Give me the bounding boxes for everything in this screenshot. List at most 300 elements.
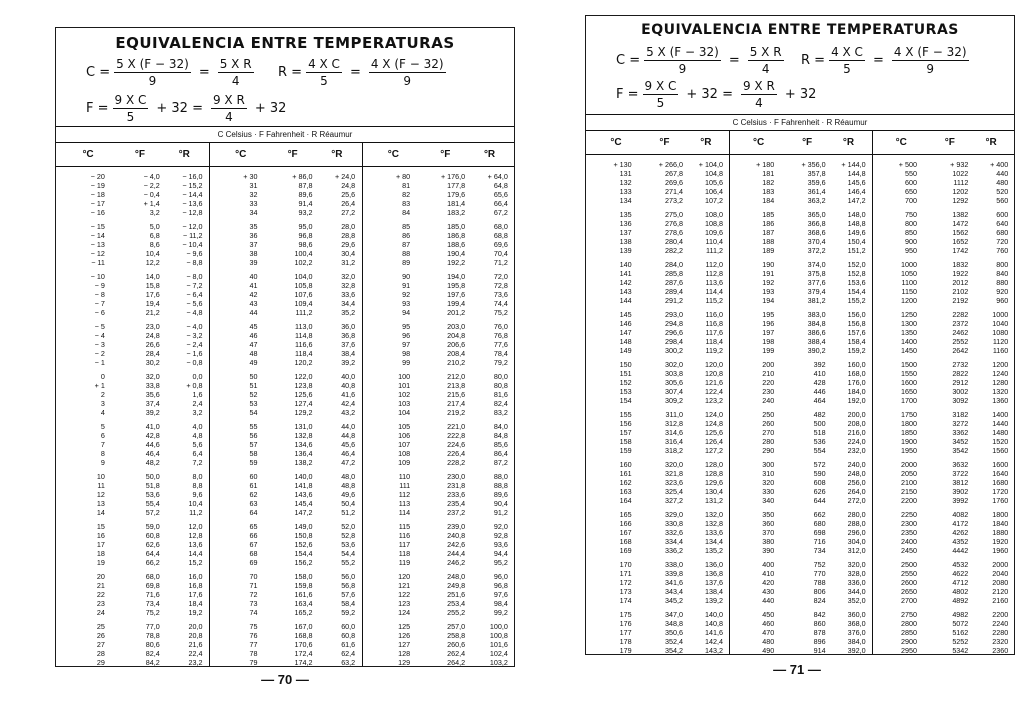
table-row xyxy=(209,408,362,417)
reaumur-cell: 56,8 xyxy=(341,581,356,590)
column-header: °C xyxy=(752,137,765,148)
table-row xyxy=(361,499,514,508)
reaumur-cell: 37,6 xyxy=(341,340,356,349)
table-row xyxy=(871,419,1014,428)
celsius-cell: 70 xyxy=(249,572,258,581)
fahrenheit-cell: 359,6 xyxy=(807,178,826,187)
celsius-cell: 138 xyxy=(619,237,632,246)
celsius-cell: 149 xyxy=(619,346,632,355)
celsius-cell: 124 xyxy=(398,608,411,617)
formula-lhs: C = xyxy=(616,53,641,68)
operator: + 32 = xyxy=(686,87,733,102)
celsius-cell: 250 xyxy=(762,410,775,419)
reaumur-cell: − 9,6 xyxy=(186,249,203,258)
fahrenheit-cell: 37,4 xyxy=(145,399,160,408)
fahrenheit-cell: 59,0 xyxy=(145,522,160,531)
reaumur-cell: 1920 xyxy=(992,537,1009,546)
reaumur-cell: 1680 xyxy=(992,478,1009,487)
fahrenheit-cell: 680 xyxy=(813,519,826,528)
reaumur-cell: 96,8 xyxy=(493,581,508,590)
fahrenheit-cell: 267,8 xyxy=(664,169,683,178)
celsius-cell: 94 xyxy=(402,308,411,317)
fahrenheit-cell: 14,0 xyxy=(145,272,160,281)
celsius-cell: 45 xyxy=(249,322,258,331)
fahrenheit-cell: 246,2 xyxy=(447,558,466,567)
table-row xyxy=(871,619,1014,628)
column-header: °F xyxy=(802,137,813,148)
reaumur-cell: 39,2 xyxy=(341,358,356,367)
celsius-cell: 27 xyxy=(96,640,105,649)
celsius-cell: 57 xyxy=(249,440,258,449)
celsius-cell: 1200 xyxy=(900,296,917,305)
celsius-cell: 74 xyxy=(249,608,258,617)
reaumur-cell: 1240 xyxy=(992,369,1009,378)
fahrenheit-cell: 311,0 xyxy=(665,410,683,419)
reaumur-cell: 7,2 xyxy=(192,458,203,467)
reaumur-cell: 360,0 xyxy=(847,610,866,619)
reaumur-cell: 156,8 xyxy=(847,319,866,328)
celsius-cell: 1800 xyxy=(900,419,917,428)
celsius-cell: 11 xyxy=(97,481,105,490)
fahrenheit-cell: 28,4 xyxy=(145,349,160,358)
reaumur-cell: + 64,0 xyxy=(487,172,508,181)
reaumur-cell: 114,4 xyxy=(705,287,723,296)
reaumur-cell: 59,2 xyxy=(341,608,356,617)
reaumur-cell: − 13,6 xyxy=(182,199,203,208)
table-row xyxy=(871,260,1014,269)
table-row xyxy=(56,481,209,490)
table-row xyxy=(209,190,362,199)
reaumur-cell: 280,0 xyxy=(847,510,866,519)
fahrenheit-cell: 134,6 xyxy=(294,440,313,449)
reaumur-cell: 31,2 xyxy=(341,258,356,267)
fahrenheit-cell: 806 xyxy=(813,587,826,596)
reaumur-cell: 1360 xyxy=(992,396,1009,405)
table-row xyxy=(586,187,729,196)
table-row xyxy=(729,278,872,287)
celsius-cell: 1400 xyxy=(900,337,917,346)
reaumur-cell: 20,8 xyxy=(188,631,203,640)
table-row xyxy=(361,608,514,617)
table-row xyxy=(871,410,1014,419)
fahrenheit-cell: 95,0 xyxy=(298,222,313,231)
celsius-cell: 112 xyxy=(398,490,411,499)
table-row xyxy=(361,381,514,390)
celsius-cell: 2650 xyxy=(900,587,917,596)
table-row xyxy=(729,246,872,255)
fahrenheit-cell: 316,4 xyxy=(664,437,683,446)
table-row xyxy=(871,187,1014,196)
reaumur-cell: 44,0 xyxy=(341,422,356,431)
fahrenheit-cell: 698 xyxy=(813,528,826,537)
table-row xyxy=(361,399,514,408)
reaumur-cell: 2,4 xyxy=(192,399,203,408)
fahrenheit-cell: − 0,4 xyxy=(143,190,160,199)
denominator: 9 xyxy=(403,74,412,88)
fahrenheit-cell: 300,2 xyxy=(664,346,683,355)
fahrenheit-cell: 303,8 xyxy=(664,369,683,378)
reaumur-cell: 1720 xyxy=(992,487,1009,496)
celsius-cell: 270 xyxy=(762,428,775,437)
table-row xyxy=(871,369,1014,378)
table-row xyxy=(586,578,729,587)
celsius-cell: 24 xyxy=(96,608,105,617)
reaumur-cell: 112,0 xyxy=(705,260,723,269)
celsius-cell: 158 xyxy=(619,437,632,446)
celsius-cell: 2500 xyxy=(900,560,917,569)
fahrenheit-cell: 482 xyxy=(813,410,826,419)
fahrenheit-cell: 208,4 xyxy=(447,349,466,358)
celsius-cell: 42 xyxy=(249,290,258,299)
fahrenheit-cell: 215,6 xyxy=(447,390,466,399)
fahrenheit-cell: 120,2 xyxy=(294,358,313,367)
reaumur-cell: 96,0 xyxy=(493,572,508,581)
fahrenheit-cell: 386,6 xyxy=(807,328,826,337)
fahrenheit-cell: 249,8 xyxy=(447,581,466,590)
denominator: 5 xyxy=(843,62,851,76)
denominator: 4 xyxy=(755,96,763,110)
table-row xyxy=(209,590,362,599)
reaumur-cell: 23,2 xyxy=(188,658,203,667)
table-row xyxy=(56,490,209,499)
table-row xyxy=(56,440,209,449)
table-row xyxy=(56,240,209,249)
reaumur-cell: 142,4 xyxy=(704,637,723,646)
table-row xyxy=(56,231,209,240)
reaumur-cell: 760 xyxy=(996,246,1009,255)
reaumur-cell: 376,0 xyxy=(847,628,866,637)
fahrenheit-cell: 3992 xyxy=(952,496,969,505)
celsius-cell: 2400 xyxy=(900,537,917,546)
reaumur-cell: 146,4 xyxy=(847,187,866,196)
fahrenheit-cell: 3,2 xyxy=(149,208,160,217)
celsius-cell: 1850 xyxy=(900,428,917,437)
numerator: 9 X R xyxy=(742,79,775,93)
reaumur-cell: 136,0 xyxy=(704,560,723,569)
fahrenheit-cell: 131,0 xyxy=(294,422,313,431)
celsius-cell: 41 xyxy=(249,281,258,290)
reaumur-cell: 176,0 xyxy=(847,378,866,387)
celsius-cell: 2 xyxy=(100,390,105,399)
celsius-cell: 144 xyxy=(619,296,632,305)
celsius-cell: 162 xyxy=(619,478,632,487)
celsius-cell: 113 xyxy=(398,499,411,508)
celsius-cell: 1300 xyxy=(900,319,917,328)
reaumur-cell: 34,4 xyxy=(341,299,356,308)
celsius-cell: 46 xyxy=(249,331,258,340)
fraction xyxy=(306,58,342,87)
table-row xyxy=(56,449,209,458)
fahrenheit-cell: 572 xyxy=(813,460,826,469)
table-row xyxy=(361,658,514,667)
fahrenheit-cell: 3272 xyxy=(952,419,969,428)
celsius-cell: 56 xyxy=(249,431,258,440)
fahrenheit-cell: 17,6 xyxy=(145,290,160,299)
reaumur-cell: 156,0 xyxy=(847,310,866,319)
page-title: EQUIVALENCIA ENTRE TEMPERATURAS xyxy=(641,22,959,38)
table-row xyxy=(361,581,514,590)
fahrenheit-cell: 896 xyxy=(813,637,826,646)
table-row xyxy=(209,599,362,608)
fahrenheit-cell: 842 xyxy=(813,610,826,619)
celsius-cell: 104 xyxy=(398,408,411,417)
reaumur-cell: 76,0 xyxy=(493,322,508,331)
fahrenheit-cell: 4712 xyxy=(952,578,969,587)
fahrenheit-cell: 197,6 xyxy=(447,290,466,299)
reaumur-cell: 29,6 xyxy=(341,240,356,249)
reaumur-cell: 77,6 xyxy=(493,340,508,349)
column-header: °C xyxy=(82,149,94,160)
fahrenheit-cell: 30,2 xyxy=(145,358,160,367)
table-row xyxy=(729,469,872,478)
celsius-cell: 14 xyxy=(96,508,105,517)
table-row xyxy=(871,310,1014,319)
celsius-cell: 105 xyxy=(398,422,411,431)
celsius-cell: 2600 xyxy=(900,578,917,587)
table-column xyxy=(56,172,209,667)
table-row xyxy=(56,590,209,599)
reaumur-cell: 2040 xyxy=(992,569,1009,578)
celsius-cell: 20 xyxy=(96,572,105,581)
reaumur-cell: 118,4 xyxy=(705,337,723,346)
fahrenheit-cell: 122,0 xyxy=(294,372,313,381)
reaumur-cell: 43,2 xyxy=(341,408,356,417)
fahrenheit-cell: 44,6 xyxy=(145,440,160,449)
fahrenheit-cell: 195,8 xyxy=(447,281,466,290)
table-row xyxy=(56,272,209,281)
reaumur-cell: 1840 xyxy=(992,519,1009,528)
table-row xyxy=(209,381,362,390)
formula-r xyxy=(278,58,450,87)
reaumur-cell: 48,8 xyxy=(341,481,356,490)
reaumur-cell: 69,6 xyxy=(493,240,508,249)
table-row xyxy=(361,549,514,558)
reaumur-cell: 1000 xyxy=(992,310,1009,319)
table-row xyxy=(209,172,362,181)
reaumur-cell: 248,0 xyxy=(847,469,866,478)
fahrenheit-cell: 228,2 xyxy=(447,458,466,467)
reaumur-cell: 109,6 xyxy=(704,228,723,237)
table-row xyxy=(56,522,209,531)
fraction xyxy=(218,58,254,87)
celsius-cell: 115 xyxy=(398,522,411,531)
reaumur-cell: 84,8 xyxy=(493,431,508,440)
table-row xyxy=(56,631,209,640)
table-row xyxy=(56,190,209,199)
fahrenheit-cell: 536 xyxy=(813,437,826,446)
fahrenheit-cell: 2732 xyxy=(952,360,969,369)
reaumur-cell: 112,8 xyxy=(705,269,723,278)
fahrenheit-cell: 518 xyxy=(813,428,826,437)
formula-lhs: F = xyxy=(616,87,639,102)
reaumur-cell: 49,6 xyxy=(341,490,356,499)
reaumur-cell: 124,0 xyxy=(704,410,723,419)
table-row xyxy=(586,169,729,178)
table-row xyxy=(56,258,209,267)
table-row xyxy=(871,237,1014,246)
reaumur-cell: 52,0 xyxy=(341,522,356,531)
table-row xyxy=(56,199,209,208)
reaumur-cell: 130,4 xyxy=(704,487,723,496)
celsius-cell: 26 xyxy=(96,631,105,640)
fahrenheit-cell: 305,6 xyxy=(664,378,683,387)
fahrenheit-cell: + 176,0 xyxy=(440,172,466,181)
fahrenheit-cell: 323,6 xyxy=(664,478,683,487)
fahrenheit-cell: 194,0 xyxy=(447,272,466,281)
fahrenheit-cell: 296,6 xyxy=(664,328,683,337)
celsius-cell: 126 xyxy=(398,631,411,640)
table-row xyxy=(361,631,514,640)
reaumur-cell: 92,0 xyxy=(493,522,508,531)
reaumur-cell: 2120 xyxy=(992,587,1009,596)
celsius-cell: 60 xyxy=(249,472,258,481)
celsius-cell: 139 xyxy=(619,246,632,255)
table-row xyxy=(209,399,362,408)
celsius-cell: 156 xyxy=(619,419,632,428)
table-row xyxy=(586,610,729,619)
formula-lhs: C = xyxy=(86,65,111,80)
celsius-cell: 90 xyxy=(402,272,411,281)
reaumur-cell: 5,6 xyxy=(192,440,203,449)
table-row xyxy=(871,578,1014,587)
fahrenheit-cell: 12,2 xyxy=(145,258,160,267)
column-header: °F xyxy=(659,137,670,148)
fahrenheit-cell: 23,0 xyxy=(145,322,160,331)
fahrenheit-cell: 1832 xyxy=(952,260,969,269)
fahrenheit-cell: 190,4 xyxy=(447,249,466,258)
table-row xyxy=(361,472,514,481)
fahrenheit-cell: 258,8 xyxy=(447,631,466,640)
reaumur-cell: 1760 xyxy=(992,496,1009,505)
table-row xyxy=(871,460,1014,469)
table-row xyxy=(361,208,514,217)
formula-lhs: R = xyxy=(278,65,303,80)
reaumur-cell: + 0,8 xyxy=(186,381,203,390)
reaumur-cell: 18,4 xyxy=(188,599,203,608)
fahrenheit-cell: 644 xyxy=(813,496,826,505)
reaumur-cell: 13,6 xyxy=(188,540,203,549)
reaumur-cell: 4,8 xyxy=(192,431,203,440)
celsius-cell: 400 xyxy=(762,560,775,569)
table-row xyxy=(209,640,362,649)
fahrenheit-cell: 10,4 xyxy=(145,249,160,258)
reaumur-cell: 28,0 xyxy=(341,222,356,231)
reaumur-cell: 12,8 xyxy=(188,531,203,540)
fahrenheit-cell: 5,0 xyxy=(149,222,160,231)
fahrenheit-cell: 375,8 xyxy=(807,269,826,278)
fahrenheit-cell: 320,0 xyxy=(664,460,683,469)
table-row xyxy=(56,658,209,667)
fahrenheit-cell: 327,2 xyxy=(664,496,683,505)
table-row xyxy=(586,196,729,205)
table-row xyxy=(586,387,729,396)
table-row xyxy=(729,196,872,205)
table-row xyxy=(361,281,514,290)
reaumur-cell: 73,6 xyxy=(493,290,508,299)
table-row xyxy=(586,569,729,578)
table-row xyxy=(586,437,729,446)
celsius-cell: 2550 xyxy=(900,569,917,578)
celsius-cell: 198 xyxy=(762,337,775,346)
table-row xyxy=(209,540,362,549)
fahrenheit-cell: 446 xyxy=(813,387,826,396)
celsius-cell: 22 xyxy=(96,590,105,599)
fahrenheit-cell: 248,0 xyxy=(447,572,466,581)
table-row xyxy=(871,287,1014,296)
table-row xyxy=(586,637,729,646)
table-row xyxy=(361,358,514,367)
table-row xyxy=(56,390,209,399)
fraction xyxy=(644,46,721,75)
column-header: °R xyxy=(842,137,855,148)
table-row xyxy=(361,190,514,199)
reaumur-cell: 36,8 xyxy=(341,331,356,340)
celsius-cell: 148 xyxy=(619,337,632,346)
reaumur-cell: 108,8 xyxy=(704,219,723,228)
fahrenheit-cell: 111,2 xyxy=(295,308,313,317)
celsius-cell: 141 xyxy=(619,269,632,278)
table-row xyxy=(586,360,729,369)
table-row xyxy=(209,490,362,499)
celsius-cell: 35 xyxy=(249,222,258,231)
table-row xyxy=(56,181,209,190)
celsius-cell: − 1 xyxy=(94,358,105,367)
reaumur-cell: − 5,6 xyxy=(186,299,203,308)
celsius-cell: 132 xyxy=(619,178,632,187)
fahrenheit-cell: 3632 xyxy=(952,460,969,469)
fraction xyxy=(829,46,865,75)
fahrenheit-cell: 39,2 xyxy=(145,408,160,417)
table-row xyxy=(209,340,362,349)
reaumur-cell: 48,0 xyxy=(341,472,356,481)
table-row xyxy=(209,208,362,217)
table-row xyxy=(729,369,872,378)
fahrenheit-cell: 100,4 xyxy=(294,249,313,258)
fahrenheit-cell: 271,4 xyxy=(664,187,683,196)
fahrenheit-cell: 57,2 xyxy=(145,508,160,517)
table-row xyxy=(361,508,514,517)
celsius-cell: − 17 xyxy=(90,199,105,208)
table-row xyxy=(209,222,362,231)
table-row xyxy=(729,169,872,178)
numerator: 5 X R xyxy=(749,45,782,59)
reaumur-cell: 147,2 xyxy=(847,196,866,205)
fahrenheit-cell: 89,6 xyxy=(298,190,313,199)
fahrenheit-cell: + 356,0 xyxy=(801,160,826,169)
column-header: °C xyxy=(387,149,399,160)
fahrenheit-cell: 19,4 xyxy=(145,299,160,308)
reaumur-cell: 640 xyxy=(996,219,1009,228)
celsius-cell: − 5 xyxy=(94,322,105,331)
fahrenheit-cell: + 86,0 xyxy=(292,172,313,181)
table-row xyxy=(586,469,729,478)
reaumur-cell: 21,6 xyxy=(188,640,203,649)
fahrenheit-cell: 6,8 xyxy=(149,231,160,240)
fahrenheit-cell: 381,2 xyxy=(807,296,826,305)
table-row xyxy=(729,160,872,169)
reaumur-cell: 880 xyxy=(996,278,1009,287)
fahrenheit-cell: 262,4 xyxy=(447,649,466,658)
fahrenheit-cell: 116,6 xyxy=(295,340,313,349)
table-row xyxy=(56,208,209,217)
celsius-cell: 2950 xyxy=(900,646,917,655)
celsius-cell: 160 xyxy=(619,460,632,469)
table-row xyxy=(871,496,1014,505)
fahrenheit-cell: 185,0 xyxy=(447,222,466,231)
reaumur-cell: 88,0 xyxy=(493,472,508,481)
celsius-cell: 340 xyxy=(762,496,775,505)
fahrenheit-cell: 181,4 xyxy=(447,199,466,208)
